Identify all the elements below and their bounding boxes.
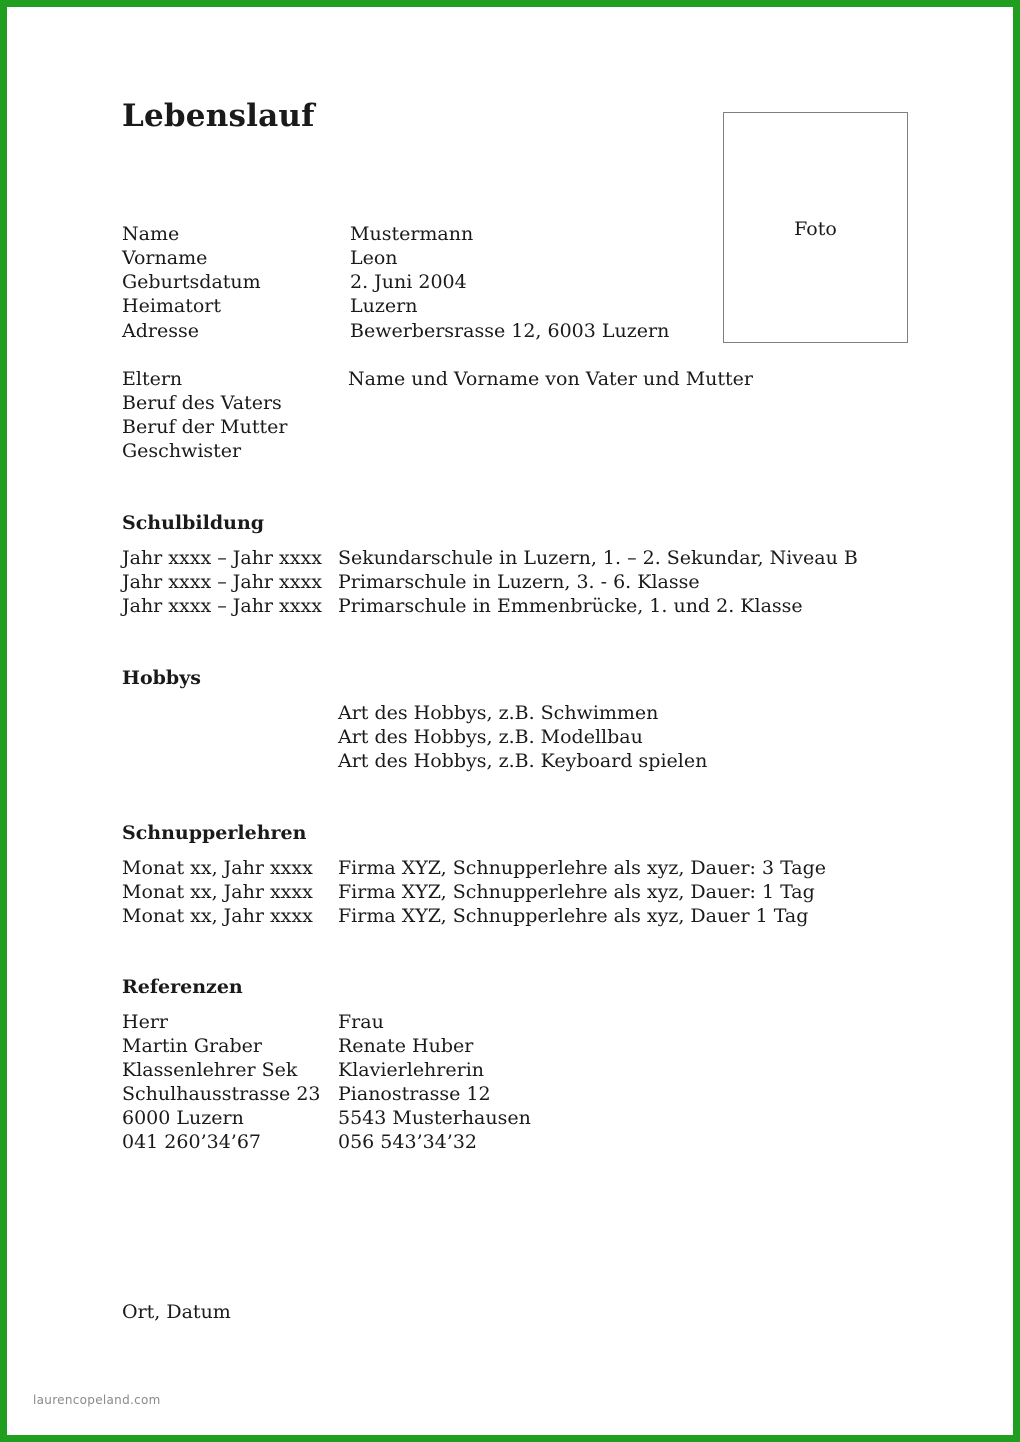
reference-right-line: Pianostrasse 12 xyxy=(338,1083,491,1105)
school-period: Jahr xxxx – Jahr xxxx xyxy=(122,547,322,569)
watermark: laurencopeland.com xyxy=(33,1393,161,1407)
personal-label: Geburtsdatum xyxy=(122,271,261,293)
family-label: Beruf der Mutter xyxy=(122,416,288,438)
school-entry: Primarschule in Emmenbrücke, 1. und 2. Klasse xyxy=(338,595,803,617)
personal-label: Adresse xyxy=(122,320,199,342)
family-label: Geschwister xyxy=(122,440,242,462)
school-period: Jahr xxxx – Jahr xxxx xyxy=(122,595,322,617)
section-heading-schnupperlehren: Schnupperlehren xyxy=(122,822,307,844)
family-label: Eltern xyxy=(122,368,183,390)
personal-value: Leon xyxy=(350,247,398,269)
trial-period: Monat xx, Jahr xxxx xyxy=(122,881,313,903)
reference-left-line: Schulhausstrasse 23 xyxy=(122,1083,321,1105)
reference-left-line: 041 260’34’67 xyxy=(122,1131,262,1153)
hobby-item: Art des Hobbys, z.B. Modellbau xyxy=(338,726,643,748)
reference-right-line: Frau xyxy=(338,1011,384,1033)
personal-label: Vorname xyxy=(122,247,208,269)
section-heading-hobbys: Hobbys xyxy=(122,667,201,689)
page-title: Lebenslauf xyxy=(122,98,315,134)
hobby-item: Art des Hobbys, z.B. Keyboard spielen xyxy=(338,750,708,772)
trial-period: Monat xx, Jahr xxxx xyxy=(122,857,313,879)
reference-right-line: Renate Huber xyxy=(338,1035,474,1057)
photo-placeholder xyxy=(723,112,908,343)
place-date-line: Ort, Datum xyxy=(122,1301,231,1323)
school-entry: Sekundarschule in Luzern, 1. – 2. Sekundar, Niveau B xyxy=(338,547,858,569)
reference-right-line: Klavierlehrerin xyxy=(338,1059,485,1081)
photo-label: Foto xyxy=(794,218,837,240)
reference-left-line: Klassenlehrer Sek xyxy=(122,1059,298,1081)
personal-value: Mustermann xyxy=(350,223,474,245)
reference-left-line: 6000 Luzern xyxy=(122,1107,244,1129)
family-value: Name und Vorname von Vater und Mutter xyxy=(348,368,754,390)
section-heading-schulbildung: Schulbildung xyxy=(122,512,265,534)
school-period: Jahr xxxx – Jahr xxxx xyxy=(122,571,322,593)
reference-right-line: 5543 Musterhausen xyxy=(338,1107,531,1129)
personal-value: Bewerbersrasse 12, 6003 Luzern xyxy=(350,320,670,342)
trial-entry: Firma XYZ, Schnupperlehre als xyz, Dauer 1 Tag xyxy=(338,905,809,927)
personal-value: Luzern xyxy=(350,295,418,317)
trial-period: Monat xx, Jahr xxxx xyxy=(122,905,313,927)
reference-left-line: Martin Graber xyxy=(122,1035,262,1057)
personal-value: 2. Juni 2004 xyxy=(350,271,467,293)
family-label: Beruf des Vaters xyxy=(122,392,282,414)
section-heading-referenzen: Referenzen xyxy=(122,976,243,998)
personal-label: Heimatort xyxy=(122,295,222,317)
trial-entry: Firma XYZ, Schnupperlehre als xyz, Dauer: 1 Tag xyxy=(338,881,815,903)
reference-right-line: 056 543’34’32 xyxy=(338,1131,478,1153)
hobby-item: Art des Hobbys, z.B. Schwimmen xyxy=(338,702,659,724)
reference-left-line: Herr xyxy=(122,1011,168,1033)
personal-label: Name xyxy=(122,223,180,245)
school-entry: Primarschule in Luzern, 3. - 6. Klasse xyxy=(338,571,700,593)
trial-entry: Firma XYZ, Schnupperlehre als xyz, Dauer: 3 Tage xyxy=(338,857,827,879)
